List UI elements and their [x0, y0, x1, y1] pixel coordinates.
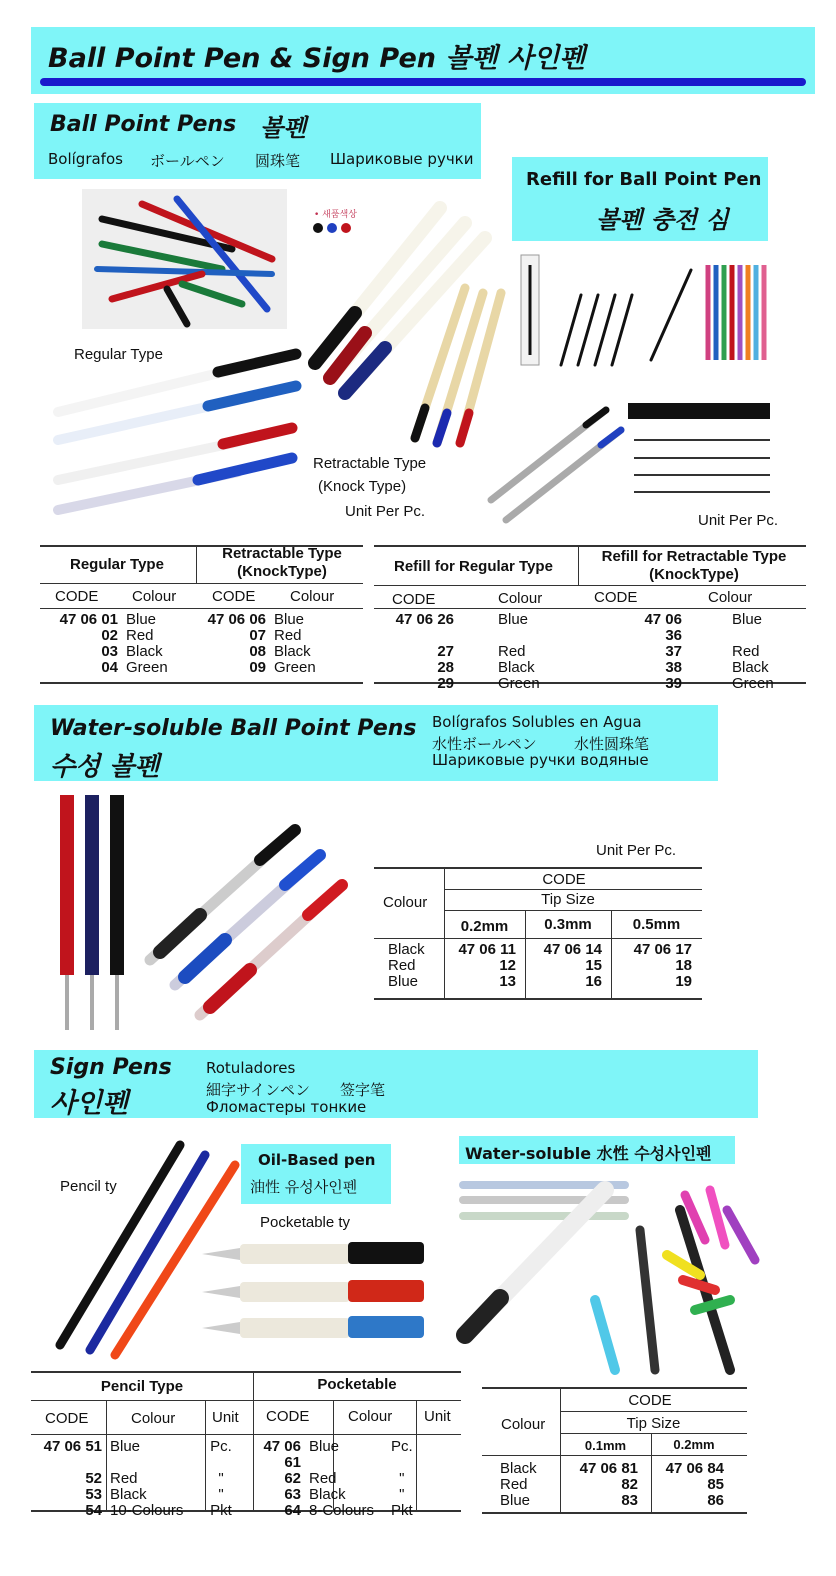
size-0-3: 0.3mm — [544, 916, 592, 933]
label-unit-per-pc-refill: Unit Per Pc. — [698, 512, 779, 529]
code: 07 — [249, 627, 266, 644]
water-ballpoint-sub2a: 水性ボールペン — [432, 735, 537, 753]
new-colours-tag: • 새품색상 — [314, 210, 357, 220]
code: 47 06 17 — [633, 941, 692, 958]
code: 02 — [101, 627, 118, 644]
sign-col-colour-2: Colour — [348, 1408, 393, 1425]
colour: Red — [274, 627, 302, 644]
label-pencil-ty: Pencil ty — [60, 1178, 117, 1195]
water-sign-colour-head: Colour — [501, 1416, 546, 1433]
sign-title-kr: 사인펜 — [50, 1088, 129, 1119]
code: 47 06 11 — [458, 941, 516, 958]
ballpoint-subtitle-ru: Шариковые ручки — [330, 150, 474, 168]
table2-head-retract: Refill for Retractable Type — [601, 548, 787, 565]
refill-image — [486, 255, 786, 525]
label-knock-type: (Knock Type) — [318, 478, 407, 495]
label-pocketable-ty: Pocketable ty — [260, 1214, 351, 1231]
colour: Blue — [274, 611, 305, 628]
water-ballpoint-colour-head: Colour — [383, 894, 428, 911]
label-retractable-type: Retractable Type — [313, 455, 427, 472]
ballpoint-title-kr: 볼펜 — [260, 114, 307, 142]
water-ballpoint-sub3: Шариковые ручки водяные — [432, 751, 649, 769]
table2-head-knock: (KnockType) — [649, 566, 739, 583]
code: 38 — [665, 659, 682, 676]
size-0-2-sign: 0.2mm — [673, 1437, 715, 1452]
colour: Red — [388, 957, 416, 974]
code: 39 — [665, 675, 682, 692]
sign-col-unit-2: Unit — [424, 1408, 451, 1425]
code: 47 06 01 — [59, 611, 118, 628]
ballpoint-title-en: Ball Point Pens — [50, 112, 237, 137]
code: 47 06 26 — [395, 611, 454, 628]
main-title: Ball Point Pen & Sign Pen 볼펜 사인펜 — [48, 43, 586, 74]
code: 52 — [85, 1470, 102, 1487]
colour: Black — [498, 659, 535, 676]
colour: Green — [498, 675, 540, 692]
colour: Blue — [498, 611, 529, 628]
water-sign-image — [455, 1170, 765, 1380]
retractable-pens-image — [305, 198, 515, 448]
colour: Green — [732, 675, 774, 692]
colour: Black — [388, 941, 425, 958]
water-sign-code-head: CODE — [628, 1392, 672, 1409]
refill-title-kr: 볼펜 충전 심 — [596, 206, 729, 234]
unit: " — [218, 1486, 224, 1503]
water-sign-table-body — [496, 1461, 728, 1509]
code: 09 — [249, 659, 266, 676]
label-regular-type: Regular Type — [74, 346, 163, 363]
refill-title-en: Refill for Ball Point Pen — [526, 169, 762, 190]
code: 15 — [585, 957, 602, 974]
code: 37 — [665, 643, 682, 660]
table1-head-knock: (KnockType) — [237, 563, 327, 580]
table2-col-code-2: CODE — [594, 589, 638, 606]
size-0-5: 0.5mm — [632, 916, 681, 933]
sign-table-body — [36, 1439, 417, 1519]
title-underline — [40, 78, 806, 86]
code: 83 — [621, 1492, 638, 1509]
ballpoint-subtitle-cn: 圆珠笔 — [255, 152, 301, 170]
code: 47 06 81 — [579, 1460, 638, 1477]
code: 54 — [85, 1502, 102, 1519]
table2-head-regular: Refill for Regular Type — [394, 558, 553, 575]
colour: Black — [274, 643, 311, 660]
code: 64 — [284, 1502, 301, 1519]
water-sign-label: Water-soluble 水性 수성사인펜 — [465, 1144, 712, 1163]
sign-col-colour: Colour — [131, 1410, 176, 1427]
ballpoint-bundle-image — [82, 189, 287, 329]
water-ballpoint-code-head: CODE — [542, 871, 586, 888]
ballpoint-subtitle-jp: ボールペン — [150, 152, 225, 170]
colour: Red — [126, 627, 154, 644]
oil-based-label-2: 油性 유성사인펜 — [250, 1178, 358, 1196]
code: 04 — [101, 659, 118, 676]
colour: Blue — [110, 1438, 141, 1455]
table1-body — [46, 612, 320, 676]
code: 47 06 51 — [43, 1438, 102, 1455]
colour: Green — [126, 659, 168, 676]
unit: " — [399, 1486, 405, 1503]
oil-based-label-1: Oil-Based pen — [258, 1151, 376, 1169]
water-ballpoint-sub1: Bolígrafos Solubles en Agua — [432, 713, 642, 731]
table1-col-colour-2: Colour — [290, 588, 335, 605]
table1-col-code-2: CODE — [212, 588, 256, 605]
table1-col-code: CODE — [55, 588, 99, 605]
code: 27 — [437, 643, 454, 660]
unit: Pkt — [210, 1502, 232, 1519]
colour: Black — [500, 1460, 537, 1477]
code: 13 — [499, 973, 516, 990]
sign-sub3: Фломастеры тонкие — [206, 1098, 367, 1116]
water-ballpoint-table-body — [384, 942, 696, 990]
code: 82 — [621, 1476, 638, 1493]
code: 47 06 61 — [263, 1438, 301, 1471]
code: 12 — [499, 957, 516, 974]
sign-title-en: Sign Pens — [50, 1055, 172, 1080]
regular-pens-image — [48, 340, 308, 520]
colour: Red — [309, 1470, 337, 1487]
code: 47 06 14 — [543, 941, 602, 958]
colour: Green — [274, 659, 316, 676]
code: 03 — [101, 643, 118, 660]
table2-body — [390, 612, 778, 692]
ballpoint-subtitle-es: Bolígrafos — [48, 150, 123, 168]
table2-col-code: CODE — [392, 591, 436, 608]
water-ballpoint-title-en: Water-soluble Ball Point Pens — [50, 716, 417, 741]
sign-sub2a: 細字サインペン — [206, 1081, 310, 1099]
colour: Black — [732, 659, 769, 676]
colour: Red — [500, 1476, 528, 1493]
code: 18 — [675, 957, 692, 974]
unit: Pkt — [391, 1502, 413, 1519]
code: 47 06 06 — [207, 611, 266, 628]
colour: 8-Colours — [309, 1502, 375, 1519]
colour: Black — [110, 1486, 147, 1503]
unit: Pc. — [210, 1438, 232, 1455]
colour: Black — [309, 1486, 346, 1503]
water-sign-tip-head: Tip Size — [626, 1415, 681, 1432]
colour: Black — [126, 643, 163, 660]
colour: Blue — [732, 611, 763, 628]
code: 29 — [437, 675, 454, 692]
colour: Blue — [388, 973, 419, 990]
code: 62 — [284, 1470, 301, 1487]
unit: Pc. — [391, 1438, 413, 1455]
code: 63 — [284, 1486, 301, 1503]
sign-sub1: Rotuladores — [206, 1059, 296, 1077]
code: 47 06 36 — [644, 611, 682, 644]
code: 53 — [85, 1486, 102, 1503]
unit: " — [399, 1470, 405, 1487]
colour: Blue — [500, 1492, 531, 1509]
water-ballpoint-title-kr: 수성 볼펜 — [50, 752, 160, 782]
code: 85 — [707, 1476, 724, 1493]
table2-col-colour-2: Colour — [708, 589, 753, 606]
colour: Blue — [309, 1438, 340, 1455]
water-ballpoint-tip-head: Tip Size — [541, 891, 595, 908]
code: 08 — [249, 643, 266, 660]
colour: Red — [498, 643, 526, 660]
code: 86 — [707, 1492, 724, 1509]
water-ballpoint-unit: Unit Per Pc. — [596, 842, 677, 859]
sign-head-pencil: Pencil Type — [100, 1378, 184, 1395]
sign-col-code-2: CODE — [266, 1408, 310, 1425]
colour: Red — [110, 1470, 138, 1487]
sign-head-pocketable: Pocketable — [317, 1376, 397, 1393]
label-unit-per-pc: Unit Per Pc. — [345, 503, 426, 520]
table1-col-colour: Colour — [132, 588, 177, 605]
colour: Red — [732, 643, 760, 660]
water-ballpoint-sub2b: 水性圆珠笔 — [574, 735, 650, 753]
table1-head-regular: Regular Type — [70, 556, 164, 573]
sign-col-code: CODE — [45, 1410, 89, 1427]
pocketable-pens-image — [200, 1232, 430, 1342]
colour: 10-Colours — [110, 1502, 184, 1519]
code: 19 — [675, 973, 692, 990]
table1-head-retract: Retractable Type — [222, 545, 342, 562]
code: 28 — [437, 659, 454, 676]
code: 47 06 84 — [665, 1460, 724, 1477]
water-ballpoint-image — [50, 790, 350, 1035]
colour: Blue — [126, 611, 157, 628]
table2-col-colour: Colour — [498, 590, 543, 607]
size-0-2: 0.2mm — [460, 918, 509, 935]
sign-sub2b: 签字笔 — [340, 1081, 386, 1099]
unit: " — [218, 1470, 224, 1487]
sign-col-unit: Unit — [212, 1409, 239, 1426]
size-0-1: 0.1mm — [584, 1438, 627, 1453]
code: 16 — [585, 973, 602, 990]
